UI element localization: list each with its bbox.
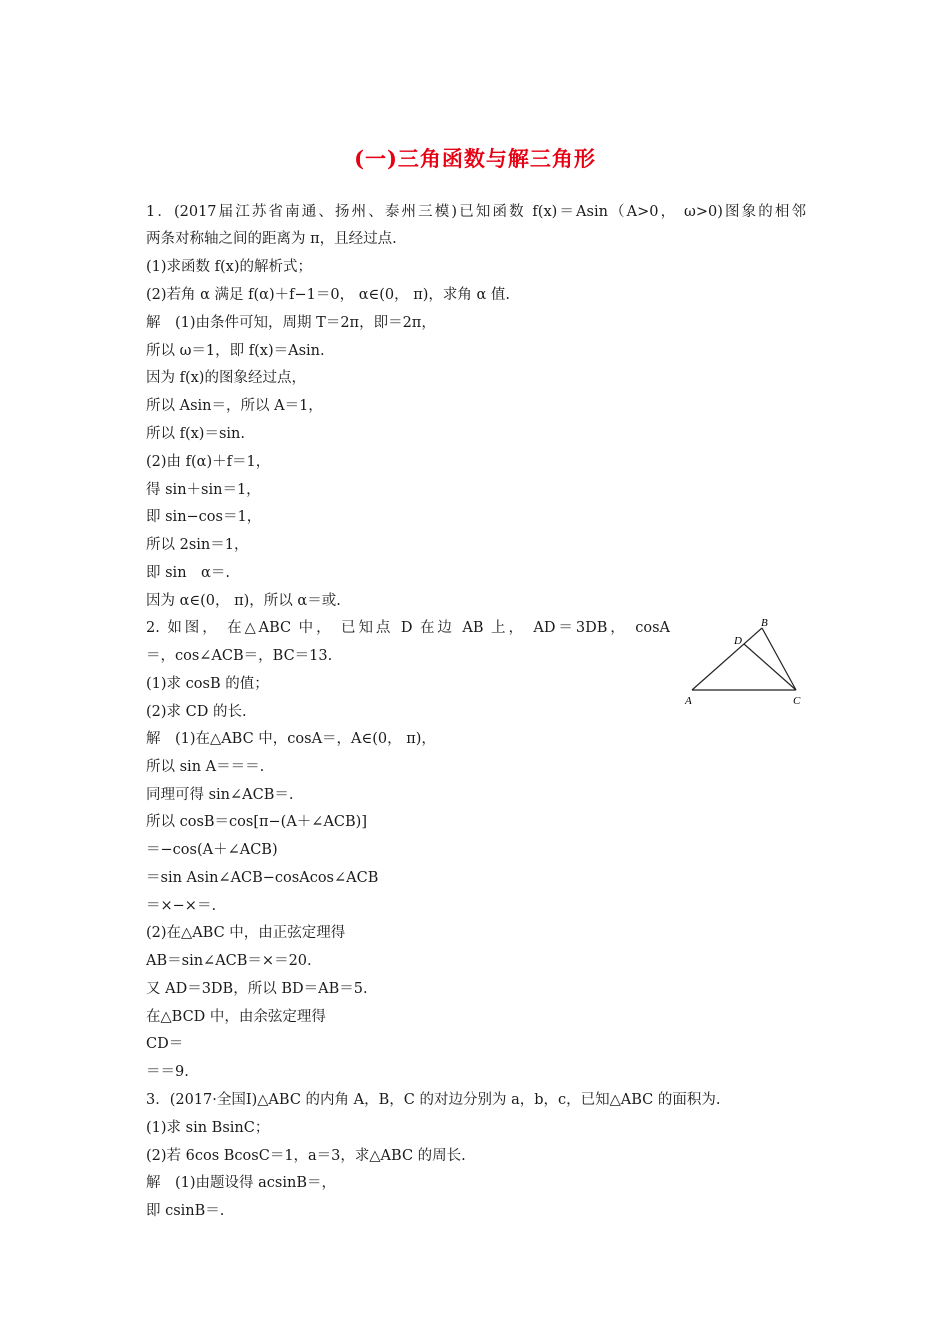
side-bc xyxy=(762,628,796,690)
text-line: ＝−cos(A＋∠ACB) xyxy=(146,842,278,858)
text-line: (2)若 6cos BcosC＝1，a＝3，求△ABC 的周长. xyxy=(146,1148,466,1164)
text-line: (1)求 cosB 的值； xyxy=(146,676,269,692)
text-line: 2. 如图， 在△ABC 中， 已知点 D 在边 AB 上， AD＝3DB， cosA xyxy=(146,620,670,636)
text-line: (1)求函数 f(x)的解析式； xyxy=(146,259,313,275)
text-line: 所以 2sin＝1， xyxy=(146,537,249,553)
vertex-label-d: D xyxy=(734,635,742,647)
text-line: (2)由 f(α)＋f＝1， xyxy=(146,454,271,470)
text-line: 解 (1)在△ABC 中，cosA＝，A∈(0， π)， xyxy=(146,731,436,747)
text-line: 因为 f(x)的图象经过点， xyxy=(146,370,306,386)
text-line: 1．(2017届江苏省南通、扬州、泰州三模)已知函数 f(x)＝Asin（A>0， ω>0)图象的相邻 xyxy=(146,204,806,220)
text-line: 两条对称轴之间的距离为 π，且经过点. xyxy=(146,231,397,247)
text-line: 3．(2017·全国Ⅰ)△ABC 的内角 A，B，C 的对边分别为 a，b，c，已知△ABC 的面积为. xyxy=(146,1092,721,1108)
text-line: ＝＝9. xyxy=(146,1064,189,1080)
vertex-label-b: B xyxy=(761,617,768,629)
text-line: 所以 ω＝1，即 f(x)＝Asin. xyxy=(146,343,325,359)
text-line: 所以 sin A＝＝＝. xyxy=(146,759,265,775)
text-line: (1)求 sin BsinC； xyxy=(146,1120,270,1136)
text-line: 又 AD＝3DB，所以 BD＝AB＝5. xyxy=(146,981,368,997)
text-line: AB＝sin∠ACB＝×＝20. xyxy=(146,953,312,969)
text-line: 同理可得 sin∠ACB＝. xyxy=(146,787,294,803)
vertex-label-c: C xyxy=(793,695,801,707)
triangle-figure xyxy=(680,612,810,712)
text-line: 在△BCD 中，由余弦定理得 xyxy=(146,1009,326,1025)
vertex-label-a: A xyxy=(685,695,692,707)
text-line: (2)求 CD 的长. xyxy=(146,704,247,720)
page-title: (一)三角函数与解三角形 xyxy=(354,146,596,171)
text-line: 所以 cosB＝cos[π−(A＋∠ACB)] xyxy=(146,814,367,830)
text-line: 解 (1)由题设得 acsinB＝， xyxy=(146,1175,336,1191)
text-line: 即 csinB＝. xyxy=(146,1203,225,1219)
text-line: 所以 Asin＝，所以 A＝1， xyxy=(146,398,323,414)
text-line: CD＝ xyxy=(146,1036,184,1052)
text-line: ＝×−×＝. xyxy=(146,898,217,914)
text-line: 即 sin α＝. xyxy=(146,565,230,581)
text-line: 得 sin＋sin＝1， xyxy=(146,482,261,498)
side-ab xyxy=(692,628,762,690)
text-line: 所以 f(x)＝sin. xyxy=(146,426,245,442)
text-line: ＝，cos∠ACB＝，BC＝13. xyxy=(146,648,333,664)
text-line: (2)若角 α 满足 f(α)＋f−1＝0， α∈(0， π)，求角 α 值. xyxy=(146,287,511,303)
text-line: ＝sin Asin∠ACB−cosAcos∠ACB xyxy=(146,870,379,886)
segment-cd xyxy=(744,644,796,690)
text-line: (2)在△ABC 中，由正弦定理得 xyxy=(146,925,346,941)
text-line: 解 (1)由条件可知，周期 T＝2π，即＝2π， xyxy=(146,315,436,331)
text-line: 即 sin−cos＝1， xyxy=(146,509,262,525)
text-line: 因为 α∈(0， π)，所以 α＝或. xyxy=(146,593,341,609)
